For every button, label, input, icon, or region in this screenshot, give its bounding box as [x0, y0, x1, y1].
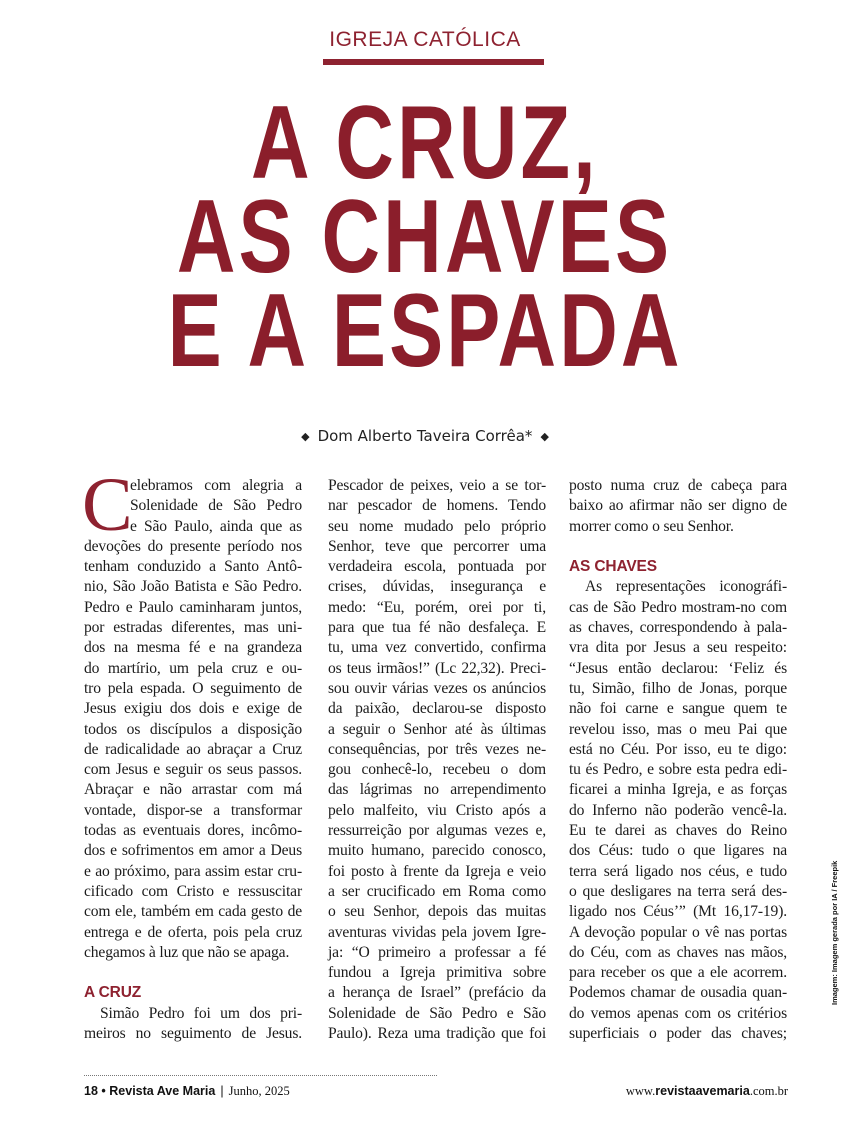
body-text-line: o seu Senhor, depois das muitas	[328, 903, 546, 921]
diamond-icon: ◆	[301, 430, 310, 443]
title-line-1	[0, 85, 850, 201]
body-text-line: cas de São Pedro mostram-no com	[569, 598, 787, 616]
body-text-line: entrega e de oferta, pois pela cruz	[84, 923, 302, 941]
separator: |	[220, 1084, 224, 1098]
section-heading: A CRUZ	[84, 984, 142, 1002]
body-text-line: morrer como o seu Senhor.	[569, 517, 734, 535]
body-text-line: “Jesus então declarou: ‘Feliz és	[569, 659, 787, 677]
website-link[interactable]	[626, 1084, 788, 1099]
drop-cap: C	[82, 463, 133, 547]
body-text-line: fundou a Igreja primitiva sobre	[328, 964, 546, 982]
body-text-line: Eu te darei as chaves do Reino	[569, 822, 787, 840]
title-text-2: AS CHAVES	[177, 179, 673, 295]
body-text-line: aventuras vividas pela jovem Igre-	[328, 923, 546, 941]
body-text-line: está no Céu. Por isso, eu te digo:	[569, 740, 787, 758]
body-text-line: tu és Pedro, e sobre esta pedra edi-	[569, 761, 787, 779]
body-text-line: Solenidade de São Pedro e São	[328, 1004, 546, 1022]
body-text-line: dos Céus: tudo o que ligares na	[569, 842, 787, 860]
body-text-line: nio, São João Batista e São Pedro.	[84, 578, 302, 596]
issue-date: Junho, 2025	[228, 1084, 290, 1098]
body-text-line: Solenidade de São Pedro	[130, 497, 302, 515]
footer-divider	[84, 1075, 437, 1076]
body-text-line: seu nome mudado pelo próprio	[328, 517, 546, 535]
title-text-3: E A ESPADA	[167, 273, 683, 389]
body-text-line: devoções do presente período nos	[84, 537, 302, 555]
body-text-line: ressurreição por algumas vezes e,	[328, 822, 546, 840]
text-column-3	[569, 476, 787, 1044]
body-text-line: Senhor, teve que percorrer uma	[328, 537, 546, 555]
section-underline	[323, 59, 544, 65]
body-text-line: a herança de Israel” (prefácio da	[328, 984, 546, 1002]
body-text-line: foi posto à frente da Igreja e veio	[328, 862, 546, 880]
body-text-line: chegamos à luz que não se apaga.	[84, 943, 290, 961]
body-text-line: baixo ao afirmar não ser digno de	[569, 497, 787, 515]
body-text-line: dos na mesma fé e na grandeza	[84, 639, 302, 657]
article-title	[0, 85, 850, 389]
section-label: IGREJA CATÓLICA	[329, 28, 521, 51]
body-text-line: cificado com Cristo e ressuscitar	[84, 882, 302, 900]
page-number: 18	[84, 1084, 98, 1098]
body-text-line: por estradas diferentes, mas uni-	[84, 619, 302, 637]
body-text-line: e ao próximo, para assim estar cru-	[84, 862, 302, 880]
url-domain: revistaavemaria	[655, 1084, 750, 1098]
body-text-line: Simão Pedro foi um dos pri-	[100, 1004, 302, 1022]
blank-line	[84, 963, 302, 983]
bullet: •	[101, 1084, 106, 1098]
body-text-line: Pescador de peixes, veio a se tor-	[328, 477, 546, 494]
body-text-line: dos e sofrimentos em amor a Deus	[84, 842, 302, 860]
body-text-line: as chaves, correspondendo à pala-	[569, 619, 787, 637]
body-text-line: para receber os que a ele acorrem.	[569, 964, 787, 982]
body-text-line: gou conhecê-lo, recebeu o dom	[328, 761, 546, 779]
body-text-line: todos os discípulos a disposição	[84, 720, 302, 738]
image-credit: Imagem: Imagem gerada por IA / Freepik	[830, 860, 839, 1005]
body-text-line: meiros no seguimento de Jesus.	[84, 1025, 302, 1043]
body-text-line: Pedro e Paulo caminharam juntos,	[84, 598, 302, 616]
body-text-line: Abraçar e não arrastar com má	[84, 781, 302, 799]
title-line-3	[0, 273, 850, 389]
body-text-line: terra será ligado nos céus, e tudo	[569, 862, 787, 880]
footer-folio	[84, 1084, 290, 1099]
body-text-line: da paixão, declarou-se disposto	[328, 700, 546, 718]
body-text-line: com Jesus e seguir os seus passos.	[84, 761, 302, 779]
body-text-line: tenham conduzido a Santo Antô-	[84, 558, 302, 576]
body-text-line: pelo malfeito, viu Cristo após a	[328, 801, 546, 819]
body-text-line: do Céu, com as chaves nas mãos,	[569, 943, 787, 961]
body-text-line: Podemos chamar de ousadia quan-	[569, 984, 787, 1002]
body-text-line: do vemos apenas com os critérios	[569, 1004, 787, 1022]
title-line-2	[0, 179, 850, 295]
section-heading: AS CHAVES	[569, 558, 657, 576]
byline	[0, 427, 850, 445]
body-text-line: Jesus exigiu dos dois e exige de	[84, 700, 302, 718]
body-text-line: todas as eventuais dores, incômo-	[84, 822, 302, 840]
body-text-line: ja: “O primeiro a professar a fé	[328, 943, 546, 961]
body-text-line: com ele, também em cada gesto de	[84, 903, 302, 921]
body-text-line: superficiais o poder das chaves;	[569, 1025, 787, 1043]
body-text-line: a seguir o Senhor até às últimas	[328, 720, 546, 738]
body-text-line: Paulo). Reza uma tradição que foi	[328, 1025, 546, 1043]
body-text-line: ligado nos Céus’” (Mt 16,17-19).	[569, 903, 787, 921]
magazine-name: Revista Ave Maria	[109, 1084, 216, 1098]
url-suffix: .com.br	[749, 1084, 788, 1098]
body-text-line: As representações iconográfi-	[585, 578, 787, 596]
text-column-1	[82, 463, 302, 1044]
body-text-line: sou ouvir várias vezes os anúncios	[328, 679, 546, 697]
body-text-line: ficarei a minha Igreja, e as forças	[569, 781, 787, 799]
body-text-line: os teus irmãos!” (Lc 22,32). Preci-	[328, 659, 546, 677]
body-text-line: revelou isso, mas o meu Pai que	[569, 720, 787, 738]
title-text-1: A CRUZ,	[251, 85, 599, 201]
body-text-line: tu, Simão, filho de Jonas, porque	[569, 679, 787, 697]
body-text-line: não foi carne e sangue quem te	[569, 700, 787, 718]
body-text-line: do martírio, um pela cruz e ou-	[84, 659, 302, 677]
body-text-line: elebramos com alegria a	[130, 477, 302, 494]
text-column-2	[328, 476, 546, 1044]
body-text-line: para que tua fé não desfaleça. E	[328, 619, 546, 637]
diamond-icon: ◆	[540, 430, 549, 443]
body-text-line: crises, dúvidas, insegurança e	[328, 578, 546, 596]
body-text-line: vontade, dispor-se a transformar	[84, 801, 302, 819]
author-name: Dom Alberto Taveira Corrêa*	[317, 427, 533, 445]
body-text-line: medo: “Eu, porém, orei por ti,	[328, 598, 546, 616]
blank-line	[569, 537, 787, 557]
body-text-line: a ser crucificado em Roma como	[328, 882, 546, 900]
body-text-line: verdadeira escola, pontuada por	[328, 558, 546, 576]
body-text-line: consequências, por três vezes ne-	[328, 740, 546, 758]
body-text-line: posto numa cruz de cabeça para	[569, 477, 787, 494]
body-text-line: e São Paulo, ainda que as	[130, 517, 302, 535]
body-text-line: de radicalidade ao abraçar a Cruz	[84, 740, 302, 758]
body-text-line: tu, uma vez convertido, confirma	[328, 639, 546, 657]
body-text-line: das lágrimas no arrependimento	[328, 781, 546, 799]
body-text-line: A devoção popular o vê nas portas	[569, 923, 787, 941]
body-text-line: nar pescador de homens. Tendo	[328, 497, 546, 515]
body-text-line: vra dita por Jesus a seu respeito:	[569, 639, 787, 657]
body-text-line: tro pela espada. O seguimento de	[84, 679, 302, 697]
url-prefix: www.	[625, 1084, 656, 1098]
body-text-line: o que desligares na terra será des-	[569, 882, 787, 900]
body-text-line: muito humano, parecido conosco,	[328, 842, 546, 860]
body-text-line: do Inferno não poderão vencê-la.	[569, 801, 787, 819]
